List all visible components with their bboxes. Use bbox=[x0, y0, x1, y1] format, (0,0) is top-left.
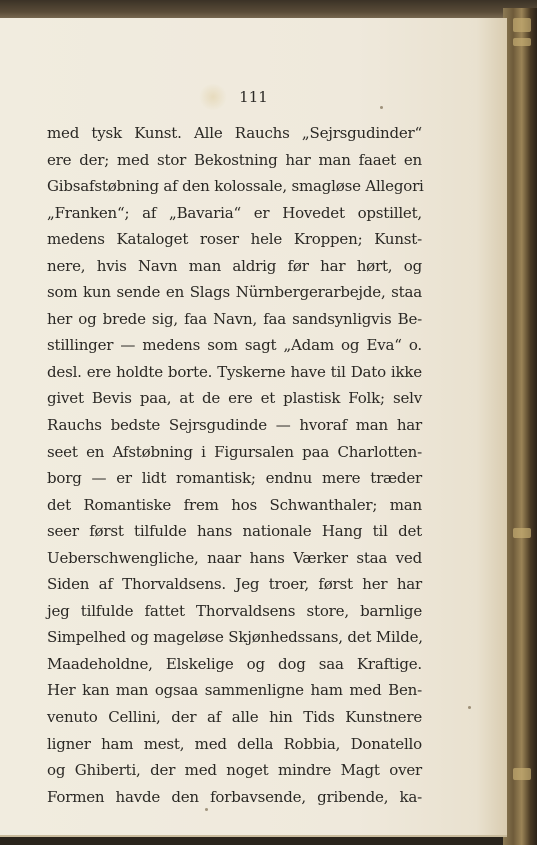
text-line: ligner ham mest, med della Robbia, Donatello bbox=[47, 734, 422, 753]
text-line: her og brede sig, faa Navn, faa sandsynligvis Be- bbox=[47, 309, 422, 328]
body-text bbox=[47, 120, 422, 810]
text-line: nere, hvis Navn man aldrig før har hørt, og bbox=[47, 256, 422, 275]
text-line: desl. ere holdte borte. Tyskerne have til Dato ikke bbox=[47, 362, 422, 381]
text-line: det Romantiske frem hos Schwanthaler; man bbox=[47, 495, 422, 514]
text-line: stillinger — medens som sagt „Adam og Eva“ o. bbox=[47, 336, 422, 355]
book-spine-edge bbox=[503, 8, 537, 845]
text-line: Rauchs bedste Sejrsgudinde — hvoraf man har bbox=[47, 416, 422, 435]
text-line: seer først tilfulde hans nationale Hang til det bbox=[47, 522, 422, 541]
page-number: 111 bbox=[239, 88, 268, 106]
text-line: Siden af Thorvaldsens. Jeg troer, først her har bbox=[47, 575, 422, 594]
paper-speck bbox=[205, 808, 208, 811]
text-line: og Ghiberti, der med noget mindre Magt over bbox=[47, 761, 422, 780]
paper-speck bbox=[468, 706, 471, 709]
text-line: Her kan man ogsaa sammenligne ham med Ben- bbox=[47, 681, 422, 700]
text-line: „Franken“; af „Bavaria“ er Hovedet opstillet, bbox=[47, 203, 422, 222]
text-line: seet en Afstøbning i Figursalen paa Charlotten- bbox=[47, 442, 422, 461]
paper-speck bbox=[380, 106, 383, 109]
text-line: venuto Cellini, der af alle hin Tids Kunstnere bbox=[47, 708, 422, 727]
text-line: Ueberschwengliche, naar hans Værker staa ved bbox=[47, 548, 422, 567]
text-line: Maadeholdne, Elskelige og dog saa Kraftige. bbox=[47, 654, 422, 673]
text-line: jeg tilfulde fattet Thorvaldsens store, barnlige bbox=[47, 601, 422, 620]
text-line: Gibsafstøbning af den kolossale, smagløse Allegori bbox=[47, 177, 424, 196]
text-line: som kun sende en Slags Nürnbergerarbejde, staa bbox=[47, 283, 422, 302]
text-line: ere der; med stor Bekostning har man faaet en bbox=[47, 150, 422, 169]
text-line: Formen havde den forbavsende, gribende, ka- bbox=[47, 787, 422, 806]
text-line: borg — er lidt romantisk; endnu mere træder bbox=[47, 469, 422, 488]
text-line: givet Bevis paa, at de ere et plastisk Folk; selv bbox=[47, 389, 422, 408]
text-line: med tysk Kunst. Alle Rauchs „Sejrsgudinder“ bbox=[47, 124, 422, 142]
text-line: Simpelhed og mageløse Skjønhedssans, det Milde, bbox=[47, 628, 423, 647]
book-page bbox=[0, 18, 507, 837]
text-line: medens Kataloget roser hele Kroppen; Kunst- bbox=[47, 230, 422, 249]
